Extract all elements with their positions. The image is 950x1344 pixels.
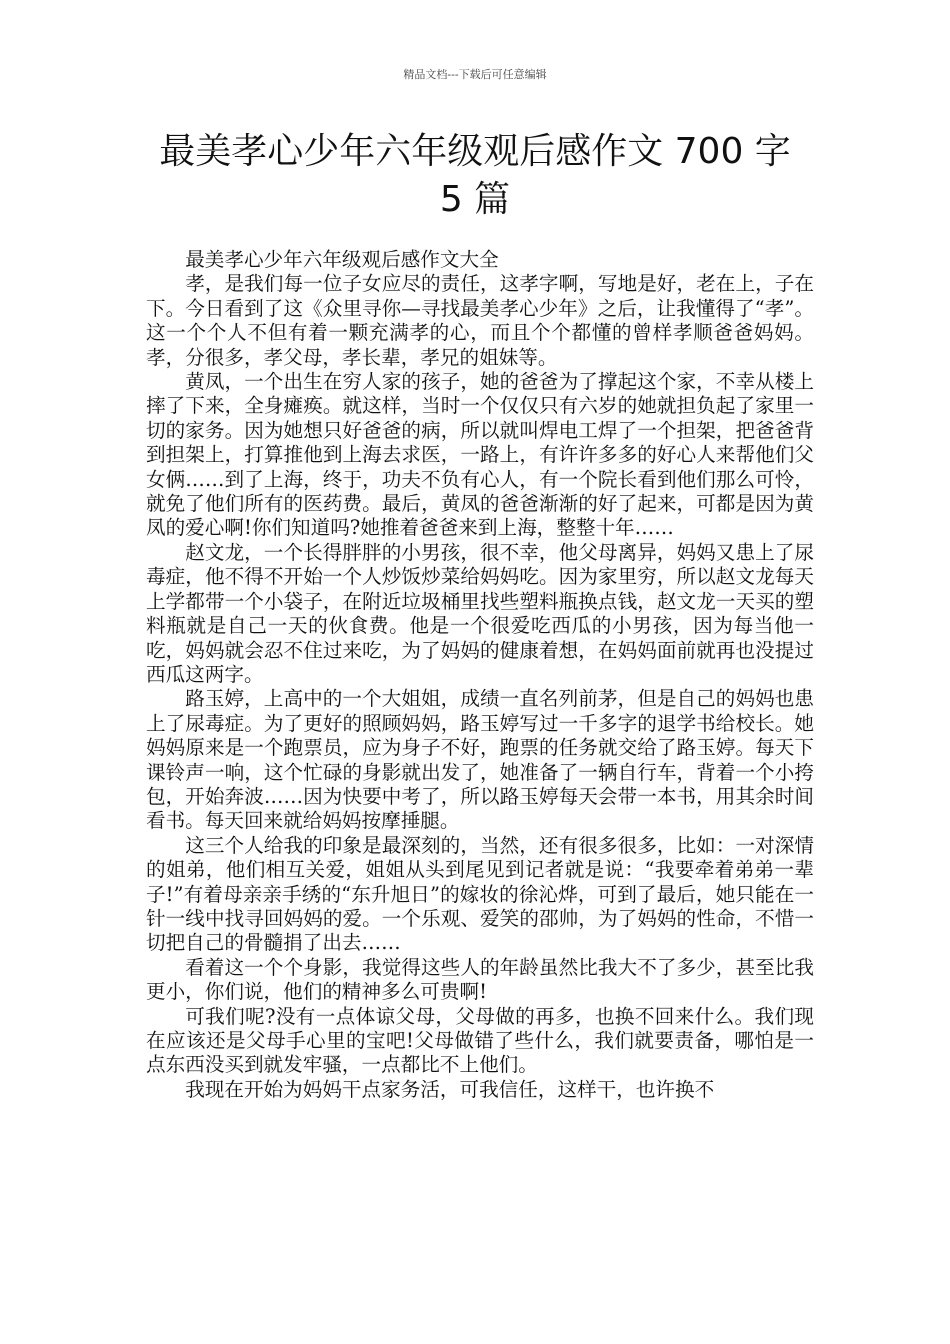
header-note: 精品文档---下载后可任意编辑 — [403, 68, 547, 81]
title-line-1: 最美孝心少年六年级观后感作文 700 字 — [159, 131, 791, 172]
body-paragraph: 可我们呢?没有一点体谅父母，父母做的再多，也换不回来什么。我们现在应该还是父母手心里的宝吧!父母做错了些什么，我们就要责备，哪怕是一点东西没买到就发牢骚，一点都比不上他们。 — [146, 1004, 814, 1077]
title-line-2: 5 篇 — [439, 179, 511, 220]
body-paragraph: 我现在开始为妈妈干点家务活，可我信任，这样干，也许换不 — [185, 1077, 715, 1101]
document-title — [120, 128, 830, 224]
body-paragraph: 孝，是我们每一位子女应尽的责任，这孝字啊，写地是好，老在上，子在下。今日看到了这《众里寻你—寻找最美孝心少年》之后，让我懂得了“孝”。这一个个人不但有着一颗充满孝的心，而且个个都懂的曾样孝顺爸爸妈妈。孝，分很多，孝父母，孝长辈，孝兄的姐妹等。 — [146, 272, 814, 369]
body-paragraph: 看着这一个个身影，我觉得这些人的年龄虽然比我大不了多少，甚至比我更小，你们说，他们的精神多么可贵啊! — [146, 955, 814, 1004]
body-paragraph: 这三个人给我的印象是最深刻的，当然，还有很多很多，比如：一对深情的姐弟，他们相互关爱，姐姐从头到尾见到记者就是说：“我要牵着弟弟一辈子!”有着母亲亲手绣的“东升旭日”的嫁妆的徐沁烨，可到了最后，她只能在一针一线中找寻回妈妈的爱。一个乐观、爱笑的邵帅，为了妈妈的性命，不惜一切把自己的骨髓捐了出去…… — [146, 833, 814, 955]
body-paragraph: 路玉婷，上高中的一个大姐姐，成绩一直名列前茅，但是自己的妈妈也患上了尿毒症。为了更好的照顾妈妈，路玉婷写过一千多字的退学书给校长。她妈妈原来是一个跑票员，应为身子不好，跑票的任务就交给了路玉婷。每天下课铃声一响，这个忙碌的身影就出发了，她准备了一辆自行车，背着一个小挎包，开始奔波……因为快要中考了，所以路玉婷每天会带一本书，用其余时间看书。每天回来就给妈妈按摩捶腿。 — [146, 687, 814, 833]
body-paragraph: 黄凤，一个出生在穷人家的孩子，她的爸爸为了撑起这个家，不幸从楼上摔了下来，全身瘫痪。就这样，当时一个仅仅只有六岁的她就担负起了家里一切的家务。因为她想只好爸爸的病，所以就叫焊电工焊了一个担架，把爸爸背到担架上，打算推他到上海去求医，一路上，有许许多多的好心人来帮他们父女俩……到了上海，终于，功夫不负有心人，有一个院长看到他们那么可怜，就免了他们所有的医药费。最后，黄凤的爸爸渐渐的好了起来，可都是因为黄凤的爱心啊!你们知道吗?她推着爸爸来到上海，整整十年…… — [146, 370, 814, 540]
body-paragraph: 赵文龙，一个长得胖胖的小男孩，很不幸，他父母离异，妈妈又患上了尿毒症，他不得不开始一个人炒饭炒菜给妈妈吃。因为家里穷，所以赵文龙每天上学都带一个小袋子，在附近垃圾桶里找些塑料瓶换点钱，赵文龙一天买的塑料瓶就是自己一天的伙食费。他是一个很爱吃西瓜的小男孩，因为每当他一吃，妈妈就会忍不住过来吃，为了妈妈的健康着想，在妈妈面前就再也没提过西瓜这两字。 — [146, 540, 814, 686]
subtitle-paragraph: 最美孝心少年六年级观后感作文大全 — [185, 248, 499, 271]
document-body — [146, 248, 814, 1102]
